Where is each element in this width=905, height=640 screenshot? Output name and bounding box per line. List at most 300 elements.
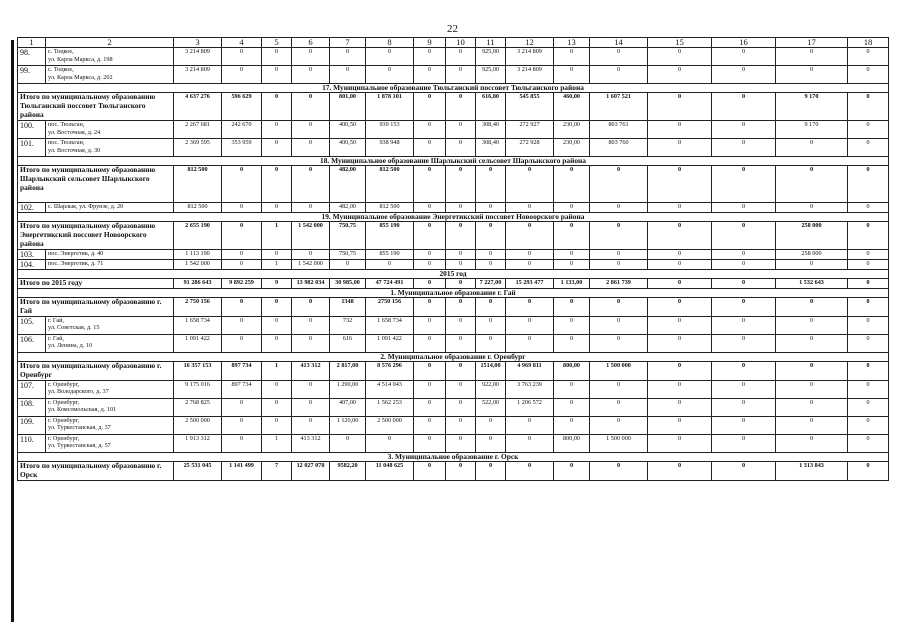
value-cell: 0 [446,250,476,260]
value-cell: 0 [330,260,366,270]
subtotal-value: 7 227,00 [476,279,506,289]
value-cell: 0 [414,260,446,270]
value-cell: 0 [506,434,554,452]
subtotal-label: Итого по муниципальному образованию г. Гай [18,297,174,316]
row-number: 102. [18,203,46,213]
subtotal-row [18,461,889,480]
subtotal-value: 12 027 078 [292,461,330,480]
value-cell: 3 214 809 [174,48,222,66]
subtotal-value: 0 [848,166,889,203]
subtotal-value: 0 [446,222,476,250]
subtotal-value: 2 655 190 [174,222,222,250]
subtotal-value: 2750 156 [366,297,414,316]
value-cell: 0 [590,260,648,270]
subtotal-value: 0 [446,297,476,316]
subtotal-value: 0 [848,297,889,316]
table-row [18,316,889,334]
value-cell: 0 [222,334,262,352]
value-cell: 0 [776,380,848,398]
value-cell: 0 [414,398,446,416]
column-number-cell: 14 [590,38,648,48]
value-cell: 0 [776,48,848,66]
value-cell: 0 [262,380,292,398]
value-cell: 2 500 000 [366,416,414,434]
subtotal-row [18,279,889,289]
subtotal-row [18,93,889,121]
value-cell: 0 [506,250,554,260]
value-cell: 0 [712,434,776,452]
subtotal-value: 0 [590,297,648,316]
value-cell: 0 [414,316,446,334]
value-cell: 800,00 [554,434,590,452]
column-number-cell: 10 [446,38,476,48]
subtotal-value: 0 [776,166,848,203]
table-row [18,48,889,66]
subtotal-value: 0 [712,222,776,250]
subtotal-value: 0 [414,166,446,203]
row-number: 104. [18,260,46,270]
subtotal-value: 2 817,00 [330,361,366,380]
value-cell: 0 [590,416,648,434]
table-row [18,334,889,352]
subtotal-value: 0 [446,279,476,289]
value-cell: 1 091 422 [366,334,414,352]
column-number-cell: 3 [174,38,222,48]
value-cell: 0 [446,316,476,334]
value-cell: 0 [848,416,889,434]
value-cell: 242 670 [222,121,262,139]
value-cell: 0 [292,66,330,84]
value-cell: 0 [262,48,292,66]
value-cell: 0 [776,139,848,157]
value-cell: 1 542 000 [174,260,222,270]
value-cell: 0 [292,334,330,352]
value-cell: 1 [262,260,292,270]
value-cell: 0 [446,121,476,139]
value-cell: 2 267 681 [174,121,222,139]
value-cell: 0 [476,260,506,270]
value-cell: 0 [648,250,712,260]
value-cell: 0 [414,121,446,139]
value-cell: 522,00 [476,398,506,416]
value-cell: 0 [776,416,848,434]
value-cell: 0 [590,316,648,334]
value-cell: 3 214 809 [506,66,554,84]
value-cell: 0 [366,48,414,66]
column-number-cell: 12 [506,38,554,48]
table-row [18,398,889,416]
subtotal-value: 0 [554,461,590,480]
value-cell: 0 [262,250,292,260]
value-cell: 939 153 [366,121,414,139]
subtotal-value: 0 [414,222,446,250]
address-cell: с. Шарлык, ул. Фрунзе, д. 20 [46,203,174,213]
subtotal-value: 0 [222,297,262,316]
subtotal-value: 0 [848,461,889,480]
value-cell: 0 [554,48,590,66]
value-cell: 0 [222,250,262,260]
subtotal-value: 750,75 [330,222,366,250]
subtotal-value: 800,00 [554,361,590,380]
subtotal-value: 482,00 [330,166,366,203]
table-row [18,121,889,139]
value-cell: 0 [848,121,889,139]
value-cell: 0 [222,260,262,270]
value-cell: 0 [292,398,330,416]
value-cell: 0 [648,398,712,416]
table-row [18,139,889,157]
value-cell: 0 [712,66,776,84]
subtotal-value: 0 [262,93,292,121]
subtotal-row [18,222,889,250]
subtotal-value: 0 [848,222,889,250]
address-cell: г. Оренбург, ул. Туркестанская, д. 57 [46,434,174,452]
subtotal-value: 0 [590,461,648,480]
value-cell: 938 948 [366,139,414,157]
subtotal-value: 0 [222,222,262,250]
value-cell: 0 [554,416,590,434]
subtotal-value: 0 [590,222,648,250]
value-cell: 0 [262,334,292,352]
value-cell: 0 [590,203,648,213]
value-cell: 0 [506,203,554,213]
value-cell: 0 [554,316,590,334]
subtotal-value: 0 [712,93,776,121]
value-cell: 0 [712,334,776,352]
value-cell: 1 500 000 [590,434,648,452]
subtotal-value: 0 [648,222,712,250]
value-cell: 1 120,00 [330,416,366,434]
subtotal-value: 2 861 739 [590,279,648,289]
value-cell: 0 [476,334,506,352]
value-cell: 0 [414,416,446,434]
subtotal-value: 1 607 521 [590,93,648,121]
page-number: 22 [447,23,458,35]
row-number: 100. [18,121,46,139]
value-cell: 0 [848,48,889,66]
value-cell: 0 [590,380,648,398]
value-cell: 0 [712,121,776,139]
value-cell: 0 [776,334,848,352]
value-cell: 0 [848,250,889,260]
value-cell: 0 [446,398,476,416]
subtotal-value: 16 357 153 [174,361,222,380]
value-cell: 482,00 [330,203,366,213]
value-cell: 0 [262,203,292,213]
subtotal-value: 13 982 034 [292,279,330,289]
value-cell: 0 [262,416,292,434]
value-cell: 897 734 [222,380,262,398]
column-number-cell: 17 [776,38,848,48]
column-number-header [18,38,889,48]
section-heading-row [18,213,889,222]
subtotal-value: 91 286 643 [174,279,222,289]
value-cell: 1 658 734 [366,316,414,334]
value-cell: 0 [648,121,712,139]
value-cell: 0 [446,434,476,452]
value-cell: 0 [648,260,712,270]
column-number-cell: 11 [476,38,506,48]
value-cell: 0 [222,434,262,452]
value-cell: 0 [848,434,889,452]
value-cell: 0 [330,66,366,84]
subtotal-value: 0 [848,93,889,121]
subtotal-value: 0 [476,297,506,316]
value-cell: 1 562 253 [366,398,414,416]
subtotal-value: 0 [414,279,446,289]
subtotal-value: 0 [414,93,446,121]
subtotal-value: 8 576 296 [366,361,414,380]
column-number-cell: 4 [222,38,262,48]
address-cell: с. Тоцкое, ул. Карла Маркса, д. 202 [46,66,174,84]
value-cell: 1 658 734 [174,316,222,334]
value-cell: 3 763 239 [506,380,554,398]
value-cell: 0 [648,203,712,213]
section-heading-row [18,452,889,461]
value-cell: 308,40 [476,121,506,139]
subtotal-row [18,361,889,380]
column-number-cell: 13 [554,38,590,48]
value-cell: 0 [222,398,262,416]
value-cell: 0 [222,416,262,434]
binding-edge-mark [11,40,14,622]
subtotal-value: 0 [554,297,590,316]
value-cell: 0 [554,260,590,270]
subtotal-value: 9582,20 [330,461,366,480]
value-cell: 0 [554,250,590,260]
subtotal-value: 812 500 [174,166,222,203]
table-row [18,260,889,270]
value-cell: 0 [648,416,712,434]
value-cell: 4 514 043 [366,380,414,398]
value-cell: 0 [414,380,446,398]
value-cell: 0 [506,416,554,434]
value-cell: 855 190 [366,250,414,260]
subtotal-value: 545 855 [506,93,554,121]
subtotal-value: 897 734 [222,361,262,380]
table-body [18,38,889,481]
value-cell: 0 [262,316,292,334]
value-cell: 0 [366,66,414,84]
value-cell: 812 500 [366,203,414,213]
value-cell: 0 [222,316,262,334]
value-cell: 0 [330,434,366,452]
subtotal-value: 0 [554,222,590,250]
value-cell: 0 [292,380,330,398]
subtotal-value: 4 637 276 [174,93,222,121]
value-cell: 0 [776,316,848,334]
subtotal-value: 0 [506,461,554,480]
subtotal-value: 0 [446,461,476,480]
value-cell: 812 500 [174,203,222,213]
value-cell: 0 [648,139,712,157]
value-cell: 0 [476,316,506,334]
subtotal-value: 855 190 [366,222,414,250]
row-number: 106. [18,334,46,352]
value-cell: 272 928 [506,139,554,157]
value-cell: 0 [414,48,446,66]
section-heading: 19. Муниципальное образование Энергетикский поссовет Новоорского района [18,213,889,222]
value-cell: 0 [366,260,414,270]
subtotal-value: 258 000 [776,222,848,250]
value-cell: 0 [554,398,590,416]
subtotal-value: 0 [476,166,506,203]
subtotal-value: 0 [848,279,889,289]
value-cell: 2 768 825 [174,398,222,416]
value-cell: 0 [292,139,330,157]
subtotal-label: Итого по муниципальному образованию Энергетикский поссовет Новоорского района [18,222,174,250]
subtotal-value: 0 [776,297,848,316]
value-cell: 0 [446,334,476,352]
value-cell: 0 [476,250,506,260]
address-cell: г. Оренбург, ул. Володарского, д. 37 [46,380,174,398]
value-cell: 0 [476,416,506,434]
subtotal-value: 0 [262,166,292,203]
value-cell: 353 959 [222,139,262,157]
value-cell: 0 [848,334,889,352]
value-cell: 0 [848,380,889,398]
value-cell: 0 [292,316,330,334]
value-cell: 1 113 190 [174,250,222,260]
subtotal-value: 0 [506,222,554,250]
value-cell: 0 [590,334,648,352]
subtotal-value: 0 [648,461,712,480]
value-cell: 0 [712,48,776,66]
table-row [18,434,889,452]
row-number: 103. [18,250,46,260]
value-cell: 0 [648,434,712,452]
subtotal-value: 11 048 625 [366,461,414,480]
subtotal-value: 596 629 [222,93,262,121]
value-cell: 0 [848,139,889,157]
value-cell: 0 [590,66,648,84]
value-cell: 2 500 000 [174,416,222,434]
section-heading: 2015 год [18,270,889,279]
value-cell: 0 [648,316,712,334]
housing-program-table [17,37,889,481]
value-cell: 922,00 [476,380,506,398]
section-heading-row [18,84,889,93]
value-cell: 0 [292,121,330,139]
value-cell: 0 [446,380,476,398]
subtotal-value: 0 [414,297,446,316]
value-cell: 0 [590,250,648,260]
subtotal-value: 0 [476,222,506,250]
subtotal-label: Итого по муниципальному образованию г. Оренбург [18,361,174,380]
value-cell: 0 [554,380,590,398]
subtotal-value: 1 500 000 [590,361,648,380]
subtotal-value: 0 [292,93,330,121]
row-number: 107. [18,380,46,398]
subtotal-value: 0 [712,461,776,480]
value-cell: 0 [262,398,292,416]
value-cell: 925,00 [476,66,506,84]
section-heading: 17. Муниципальное образование Тюльганский поссовет Тюльганского района [18,84,889,93]
address-cell: г. Гай, ул. Советская, д. 15 [46,316,174,334]
value-cell: 616 [330,334,366,352]
value-cell: 400,50 [330,139,366,157]
subtotal-value: 0 [292,166,330,203]
value-cell: 0 [776,398,848,416]
value-cell: 0 [590,48,648,66]
subtotal-value: 0 [414,461,446,480]
value-cell: 0 [476,203,506,213]
subtotal-value: 7 [262,461,292,480]
column-number-cell: 9 [414,38,446,48]
value-cell: 0 [366,434,414,452]
value-cell: 0 [776,260,848,270]
subtotal-value: 1 532 643 [776,279,848,289]
value-cell: 1 206 572 [506,398,554,416]
subtotal-label: Итого по 2015 году [18,279,174,289]
table-row [18,380,889,398]
value-cell: 0 [292,48,330,66]
subtotal-value: 0 [590,166,648,203]
value-cell: 230,00 [554,139,590,157]
value-cell: 0 [262,121,292,139]
value-cell: 0 [848,260,889,270]
value-cell: 0 [222,203,262,213]
subtotal-value: 9 892 259 [222,279,262,289]
section-heading-row [18,157,889,166]
value-cell: 0 [476,434,506,452]
subtotal-value: 0 [476,461,506,480]
value-cell: 0 [506,260,554,270]
address-cell: г. Оренбург, ул. Комсомольская, д. 101 [46,398,174,416]
value-cell: 0 [554,66,590,84]
value-cell: 0 [554,203,590,213]
subtotal-value: 0 [554,166,590,203]
section-heading: 3. Муниципальное образование г. Орск [18,452,889,461]
subtotal-value: 9 [262,279,292,289]
subtotal-value: 0 [292,297,330,316]
subtotal-row [18,297,889,316]
subtotal-value: 0 [262,297,292,316]
row-number: 99. [18,66,46,84]
subtotal-value: 0 [712,279,776,289]
subtotal-value: 0 [414,361,446,380]
value-cell: 3 214 809 [506,48,554,66]
subtotal-value: 1348 [330,297,366,316]
subtotal-value: 801,00 [330,93,366,121]
section-heading-row [18,352,889,361]
row-number: 98. [18,48,46,66]
value-cell: 0 [222,66,262,84]
subtotal-label: Итого по муниципальному образованию г. Орск [18,461,174,480]
subtotal-value: 1 [262,361,292,380]
value-cell: 0 [414,334,446,352]
value-cell: 413 312 [292,434,330,452]
column-number-cell: 2 [46,38,174,48]
subtotal-value: 1 313 843 [776,461,848,480]
subtotal-value: 1 878 101 [366,93,414,121]
value-cell: 0 [292,203,330,213]
column-number-cell: 5 [262,38,292,48]
value-cell: 0 [848,398,889,416]
value-cell: 0 [648,66,712,84]
subtotal-value: 0 [848,361,889,380]
subtotal-value: 0 [446,361,476,380]
column-number-cell: 6 [292,38,330,48]
subtotal-value: 2 750 156 [174,297,222,316]
value-cell: 0 [446,203,476,213]
value-cell: 0 [590,398,648,416]
value-cell: 0 [712,260,776,270]
value-cell: 0 [330,48,366,66]
subtotal-value: 0 [222,166,262,203]
value-cell: 0 [848,203,889,213]
table-row [18,250,889,260]
